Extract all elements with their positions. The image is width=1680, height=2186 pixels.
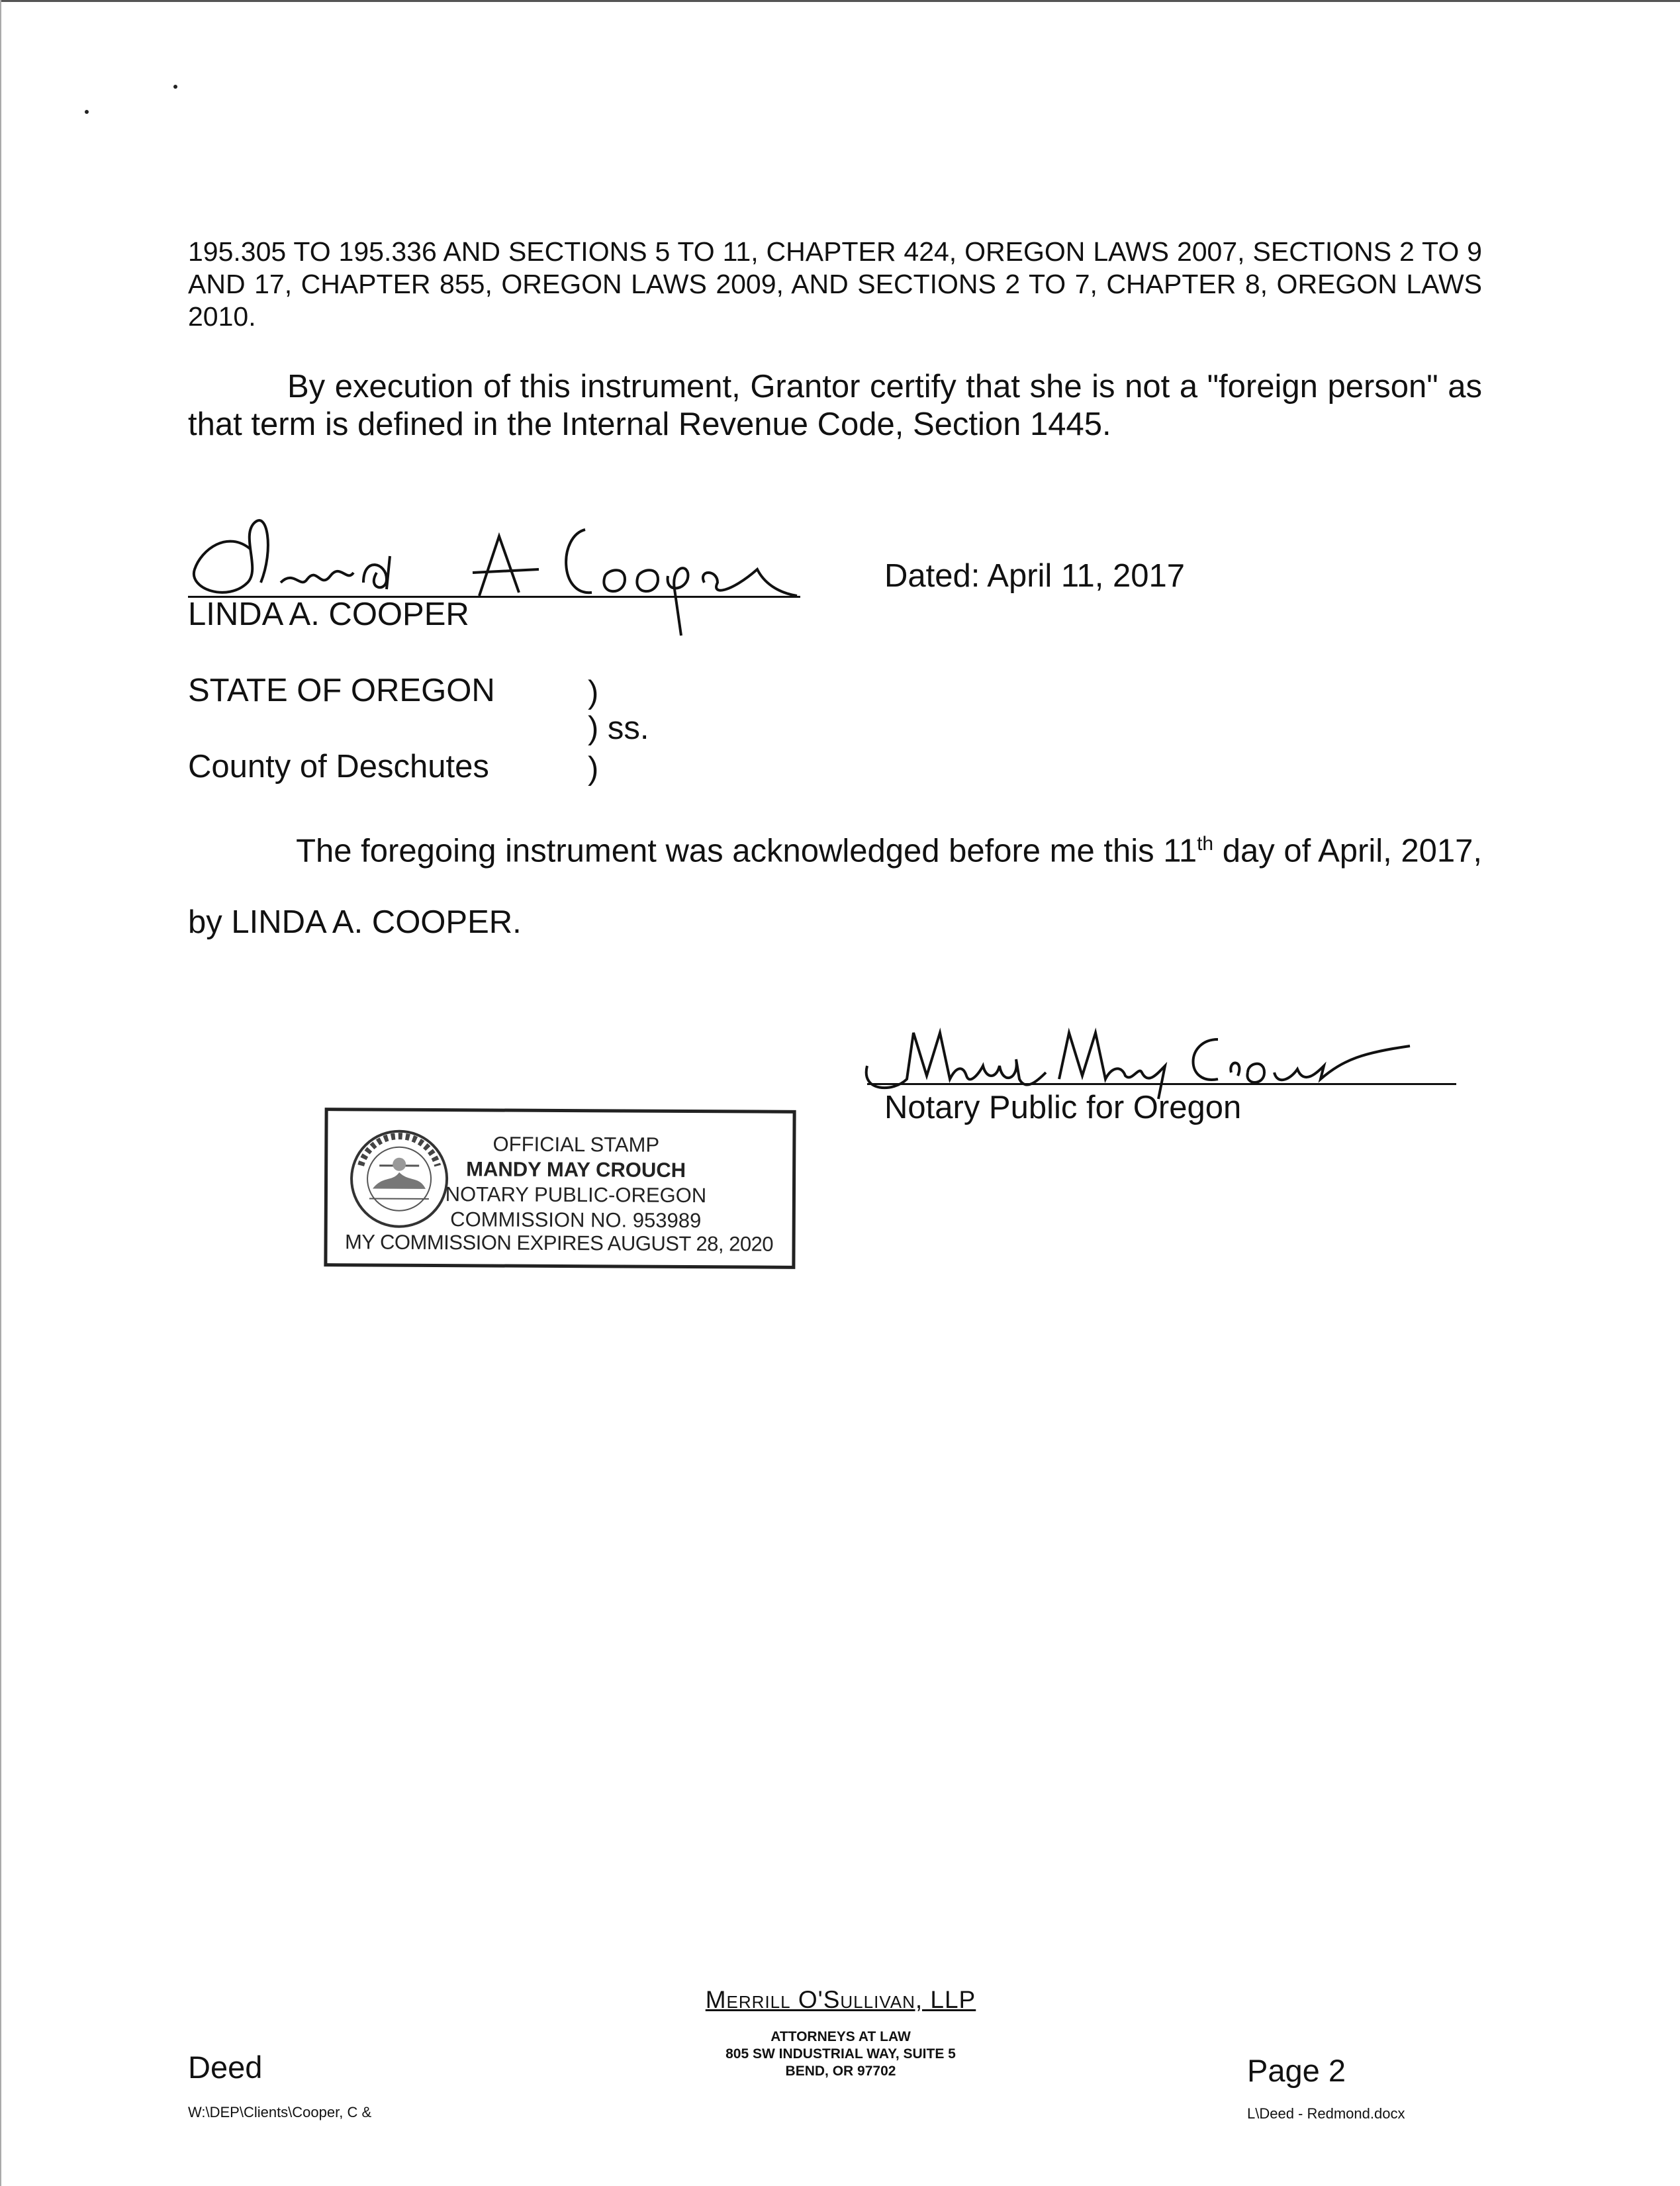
stamp-text-block (437, 1131, 716, 1233)
scan-speck (173, 85, 177, 89)
ack-sup: th (1197, 833, 1214, 855)
footer-document-title: Deed (188, 2050, 263, 2085)
footer-right-path: L\Deed - Redmond.docx (1247, 2105, 1405, 2122)
date-signed: Dated: April 11, 2017 (884, 558, 1186, 594)
page-top-edge (0, 0, 1680, 2)
venue-ss: ) ss. (588, 710, 649, 746)
footer-page-number: Page 2 (1247, 2053, 1346, 2088)
acknowledgment-line-2: by LINDA A. COOPER. (188, 904, 522, 940)
acknowledgment-line-1 (188, 824, 1482, 871)
official-notary-stamp (324, 1108, 796, 1269)
scan-speck (85, 110, 89, 114)
stamp-commission-number: COMMISSION NO. 953989 (450, 1208, 702, 1233)
notary-title: Notary Public for Oregon (884, 1090, 1242, 1125)
stamp-line-3: NOTARY PUBLIC-OREGON (445, 1182, 707, 1208)
notary-signature-line (867, 1083, 1456, 1085)
venue-paren: ) (588, 675, 599, 710)
page-left-edge (0, 0, 1, 2186)
stamp-notary-name: MANDY MAY CROUCH (466, 1157, 686, 1182)
venue-state: STATE OF OREGON (188, 673, 495, 708)
venue-paren: ) (588, 751, 599, 786)
firm-block (596, 1986, 1086, 2080)
firm-name: Merrill O'Sullivan, LLP (705, 1986, 976, 2013)
certification-text: By execution of this instrument, Grantor certify that she is not a "foreign person" as that term is defined in the Internal Revenue Code, Section 1445. (188, 369, 1482, 442)
stamp-expiration: MY COMMISSION EXPIRES AUGUST 28, 2020 (344, 1230, 774, 1256)
firm-address (596, 2028, 1086, 2080)
ack-part1: The foregoing instrument was acknowledged before me this 11 (296, 833, 1197, 869)
legal-text: 195.305 TO 195.336 AND SECTIONS 5 TO 11, CHAPTER 424, OREGON LAWS 2007, SECTIONS 2 TO 9 AND 17, CHAPTER 855, OREGON LAWS 2009, AND SECTIONS 2 TO 7, CHAPTER 8, OREGON LAWS 2010. (188, 236, 1482, 332)
ack-part2: day of April, 2017, (1213, 833, 1482, 869)
footer-left-path: W:\DEP\Clients\Cooper, C & (188, 2104, 372, 2120)
certification-paragraph (188, 368, 1482, 444)
firm-address-line-3: BEND, OR 97702 (785, 2064, 896, 2079)
firm-address-line-1: ATTORNEYS AT LAW (770, 2029, 911, 2044)
venue-county: County of Deschutes (188, 749, 489, 784)
signer-name: LINDA A. COOPER (188, 596, 469, 632)
stamp-line-1: OFFICIAL STAMP (492, 1132, 660, 1157)
firm-address-line-2: 805 SW INDUSTRIAL WAY, SUITE 5 (725, 2046, 956, 2062)
